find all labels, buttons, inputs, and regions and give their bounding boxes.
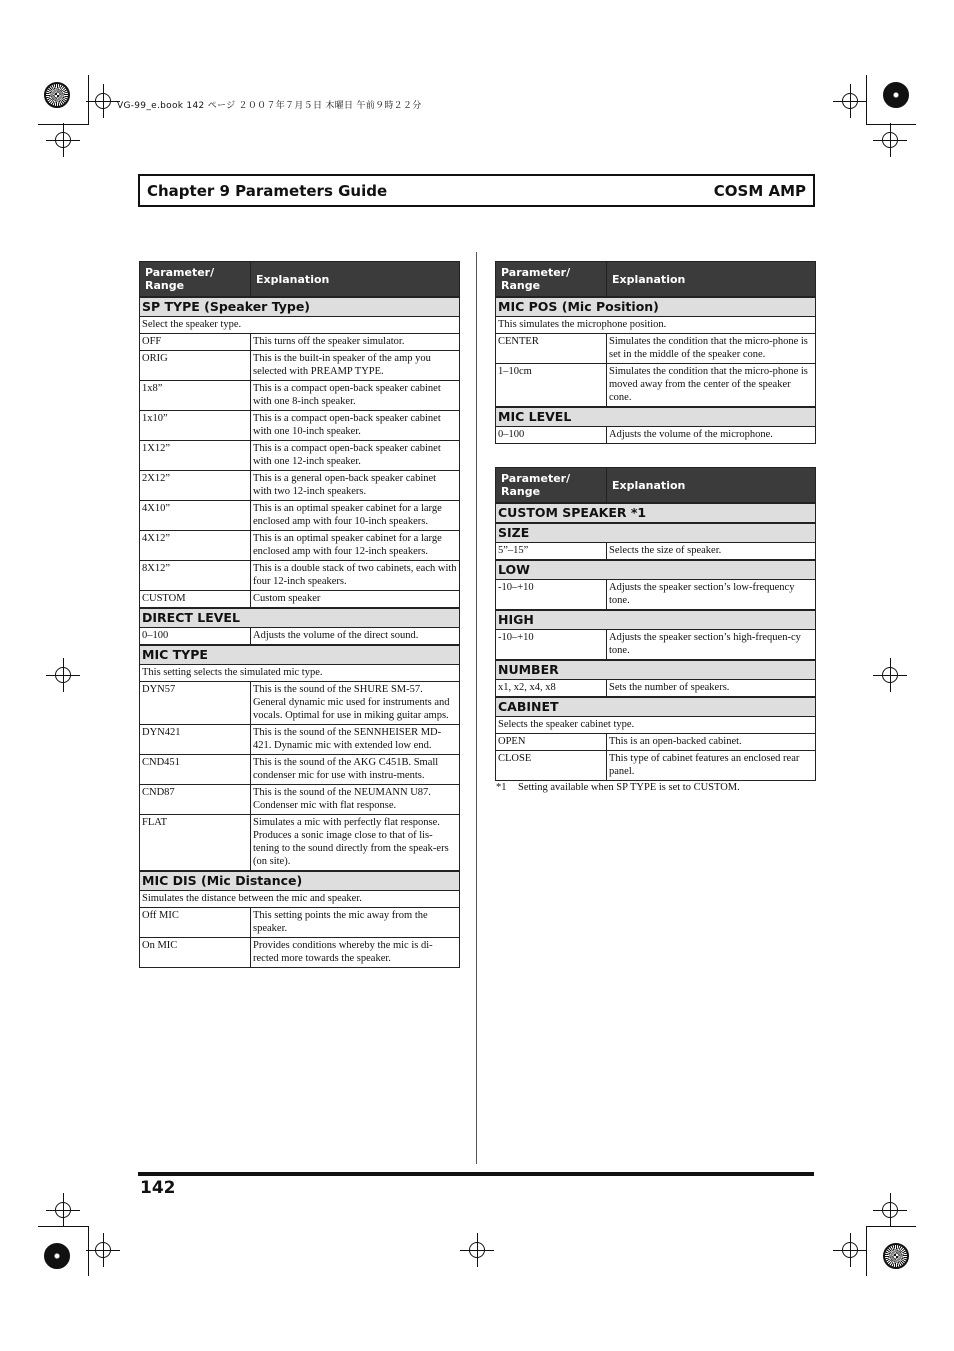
- explanation-cell: This is a compact open-back speaker cabinet with one 10-inch speaker.: [251, 411, 460, 441]
- crosshair-icon: [55, 1202, 71, 1218]
- param-cell: OFF: [140, 334, 251, 351]
- registration-rosette-icon: [883, 1243, 909, 1269]
- table-row: [140, 381, 460, 411]
- chapter-title: Chapter 9 Parameters Guide: [147, 181, 388, 200]
- column-divider: [476, 252, 477, 1164]
- table-row: [140, 938, 460, 968]
- param-cell: 1X12”: [140, 441, 251, 471]
- param-cell: CLOSE: [496, 751, 607, 781]
- param-cell: 4X10”: [140, 501, 251, 531]
- param-cell: CND451: [140, 755, 251, 785]
- section-title-low: LOW: [496, 560, 816, 580]
- table-row: [140, 441, 460, 471]
- explanation-cell: This is a compact open-back speaker cabinet with one 8-inch speaker.: [251, 381, 460, 411]
- section-title-cabinet: CABINET: [496, 697, 816, 717]
- explanation-cell: Sets the number of speakers.: [607, 680, 816, 698]
- crosshair-icon: [469, 1242, 485, 1258]
- section-note: Select the speaker type.: [140, 317, 460, 334]
- section-title-sp-type: SP TYPE (Speaker Type): [140, 297, 460, 317]
- explanation-cell: This setting points the mic away from the speaker.: [251, 908, 460, 938]
- crop-mark: [866, 75, 867, 125]
- explanation-cell: This type of cabinet features an enclosed rear panel.: [607, 751, 816, 781]
- table-row: [140, 561, 460, 591]
- note-row: [496, 717, 816, 734]
- explanation-cell: Custom speaker: [251, 591, 460, 609]
- param-cell: x1, x2, x4, x8: [496, 680, 607, 698]
- section-row: [496, 697, 816, 717]
- table-row: [496, 364, 816, 408]
- param-cell: On MIC: [140, 938, 251, 968]
- crop-mark: [88, 75, 89, 125]
- param-cell: 1x8”: [140, 381, 251, 411]
- explanation-cell: This is the sound of the SENNHEISER MD-421. Dynamic mic with extended low end.: [251, 725, 460, 755]
- explanation-cell: Adjusts the volume of the microphone.: [607, 427, 816, 444]
- section-title-number: NUMBER: [496, 660, 816, 680]
- crosshair-icon: [882, 667, 898, 683]
- section-row: [496, 560, 816, 580]
- table-row: [496, 680, 816, 698]
- footnote: [496, 782, 740, 793]
- section-row: [140, 871, 460, 891]
- table-row: [140, 501, 460, 531]
- table-row: [140, 815, 460, 872]
- table-row: [140, 785, 460, 815]
- section-row: [496, 407, 816, 427]
- explanation-cell: Adjusts the speaker section’s low-frequency tone.: [607, 580, 816, 611]
- section-note: Simulates the distance between the mic and speaker.: [140, 891, 460, 908]
- explanation-cell: Simulates the condition that the micro-phone is set in the middle of the speaker cone.: [607, 334, 816, 364]
- table-row: [496, 734, 816, 751]
- crosshair-icon: [882, 1202, 898, 1218]
- param-cell: 4X12”: [140, 531, 251, 561]
- table-row: [140, 411, 460, 441]
- custom-speaker-table: [495, 467, 816, 781]
- param-cell: CUSTOM: [140, 591, 251, 609]
- section-row: [496, 610, 816, 630]
- explanation-cell: Provides conditions whereby the mic is di-rected more towards the speaker.: [251, 938, 460, 968]
- explanation-cell: This is an optimal speaker cabinet for a large enclosed amp with four 12-inch speakers.: [251, 531, 460, 561]
- section-row: [140, 645, 460, 665]
- param-cell: 8X12”: [140, 561, 251, 591]
- section-note: Selects the speaker cabinet type.: [496, 717, 816, 734]
- table-row: [496, 334, 816, 364]
- section-title-mic-type: MIC TYPE: [140, 645, 460, 665]
- crosshair-icon: [95, 93, 111, 109]
- section-row: [496, 503, 816, 523]
- table-row: [140, 591, 460, 609]
- footer-rule: [138, 1172, 814, 1176]
- param-cell: ORIG: [140, 351, 251, 381]
- explanation-cell: Adjusts the speaker section’s high-frequen-cy tone.: [607, 630, 816, 661]
- section-title-high: HIGH: [496, 610, 816, 630]
- explanation-cell: This is a compact open-back speaker cabinet with one 12-inch speaker.: [251, 441, 460, 471]
- section-title-mic-dis: MIC DIS (Mic Distance): [140, 871, 460, 891]
- page-header: [138, 174, 815, 207]
- table-row: [496, 543, 816, 561]
- explanation-cell: Adjusts the volume of the direct sound.: [251, 628, 460, 646]
- param-cell: FLAT: [140, 815, 251, 872]
- param-cell: -10–+10: [496, 580, 607, 611]
- header-explanation: Explanation: [607, 468, 816, 504]
- section-title-mic-level: MIC LEVEL: [496, 407, 816, 427]
- crosshair-icon: [55, 667, 71, 683]
- header-param: Parameter/ Range: [496, 262, 607, 298]
- table-row: [140, 628, 460, 646]
- section-row: [496, 297, 816, 317]
- header-param: Parameter/ Range: [496, 468, 607, 504]
- crop-mark: [38, 124, 88, 125]
- registration-rosette-icon: [883, 82, 909, 108]
- explanation-cell: Selects the size of speaker.: [607, 543, 816, 561]
- section-row: [140, 297, 460, 317]
- table-row: [140, 531, 460, 561]
- header-explanation: Explanation: [607, 262, 816, 298]
- param-cell: 1–10cm: [496, 364, 607, 408]
- explanation-cell: This is the sound of the AKG C451B. Small condenser mic for use with instru-ments.: [251, 755, 460, 785]
- note-row: [140, 891, 460, 908]
- footnote-text: Setting available when SP TYPE is set to CUSTOM.: [518, 782, 740, 793]
- left-parameter-table: [139, 261, 460, 968]
- section-note: This simulates the microphone position.: [496, 317, 816, 334]
- crosshair-icon: [95, 1242, 111, 1258]
- table-header-row: [140, 262, 460, 298]
- table-header-row: [496, 468, 816, 504]
- table-row: [496, 630, 816, 661]
- registration-rosette-icon: [44, 1243, 70, 1269]
- section-title-custom-speaker: CUSTOM SPEAKER *1: [496, 503, 816, 523]
- explanation-cell: This is the sound of the NEUMANN U87. Condenser mic with flat response.: [251, 785, 460, 815]
- section-row: [140, 608, 460, 628]
- crop-mark: [866, 1226, 867, 1276]
- param-cell: CND87: [140, 785, 251, 815]
- table-row: [140, 471, 460, 501]
- print-info: VG-99_e.book 142 ページ ２００７年７月５日 木曜日 午前９時２２分: [117, 101, 422, 111]
- explanation-cell: This is an open-backed cabinet.: [607, 734, 816, 751]
- explanation-cell: Simulates a mic with perfectly flat response. Produces a sonic image close to that of lis-tening to the sound directly from the speak-ers (on site).: [251, 815, 460, 872]
- explanation-cell: This turns off the speaker simulator.: [251, 334, 460, 351]
- section-title-direct-level: DIRECT LEVEL: [140, 608, 460, 628]
- table-header-row: [496, 262, 816, 298]
- explanation-cell: This is an optimal speaker cabinet for a large enclosed amp with four 10-inch speakers.: [251, 501, 460, 531]
- param-cell: OPEN: [496, 734, 607, 751]
- section-row: [496, 660, 816, 680]
- section-title-mic-pos: MIC POS (Mic Position): [496, 297, 816, 317]
- table-row: [140, 351, 460, 381]
- section-title: COSM AMP: [713, 181, 806, 200]
- table-row: [496, 427, 816, 444]
- explanation-cell: This is a general open-back speaker cabinet with two 12-inch speakers.: [251, 471, 460, 501]
- crosshair-icon: [882, 132, 898, 148]
- crop-mark: [866, 124, 916, 125]
- explanation-cell: Simulates the condition that the micro-phone is moved away from the center of the speaker cone.: [607, 364, 816, 408]
- table-row: [496, 751, 816, 781]
- section-note: This setting selects the simulated mic type.: [140, 665, 460, 682]
- table-row: [140, 334, 460, 351]
- param-cell: DYN421: [140, 725, 251, 755]
- registration-rosette-icon: [44, 82, 70, 108]
- crop-mark: [38, 1226, 88, 1227]
- table-row: [140, 755, 460, 785]
- page-number: 142: [140, 1178, 176, 1198]
- param-cell: 0–100: [496, 427, 607, 444]
- mic-position-table: [495, 261, 816, 444]
- explanation-cell: This is a double stack of two cabinets, each with four 12-inch speakers.: [251, 561, 460, 591]
- explanation-cell: This is the built-in speaker of the amp you selected with PREAMP TYPE.: [251, 351, 460, 381]
- crosshair-icon: [842, 1242, 858, 1258]
- param-cell: Off MIC: [140, 908, 251, 938]
- param-cell: 2X12”: [140, 471, 251, 501]
- param-cell: CENTER: [496, 334, 607, 364]
- header-explanation: Explanation: [251, 262, 460, 298]
- header-param: Parameter/ Range: [140, 262, 251, 298]
- param-cell: 5”–15”: [496, 543, 607, 561]
- explanation-cell: This is the sound of the SHURE SM-57. General dynamic mic used for instruments and vocals. Optimal for use in miking guitar amps.: [251, 682, 460, 725]
- crop-mark: [88, 1226, 89, 1276]
- table-row: [140, 682, 460, 725]
- table-row: [140, 908, 460, 938]
- table-row: [496, 580, 816, 611]
- param-cell: 1x10”: [140, 411, 251, 441]
- param-cell: 0–100: [140, 628, 251, 646]
- note-row: [496, 317, 816, 334]
- crop-mark: [866, 1226, 916, 1227]
- section-row: [496, 523, 816, 543]
- note-row: [140, 317, 460, 334]
- note-row: [140, 665, 460, 682]
- section-title-size: SIZE: [496, 523, 816, 543]
- crosshair-icon: [55, 132, 71, 148]
- table-row: [140, 725, 460, 755]
- crosshair-icon: [842, 93, 858, 109]
- param-cell: DYN57: [140, 682, 251, 725]
- footnote-mark: *1: [496, 782, 507, 793]
- param-cell: -10–+10: [496, 630, 607, 661]
